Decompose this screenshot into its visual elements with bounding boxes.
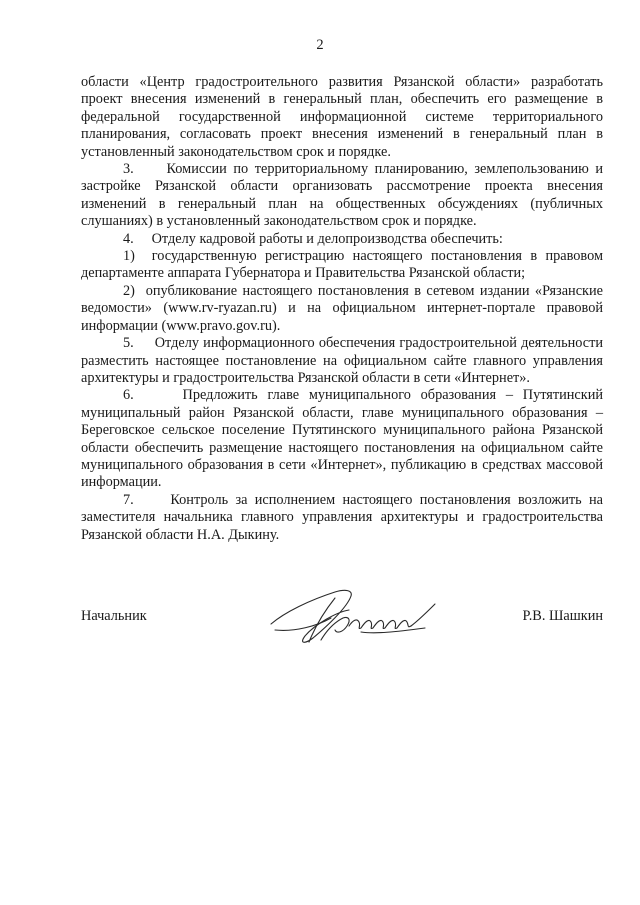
paragraph-item-5: 5. Отделу информационного обеспечения градостроительной деятельности разместить настоящее постановление на официальном сайте главного управления архитектуры и градостроительства Рязанской области в сети «Интернет». [81, 335, 603, 386]
document-body [81, 74, 603, 544]
paragraph-item-7: 7. Контроль за исполнением настоящего постановления возложить на заместителя начальника главного управления архитектуры и градостроительства Рязанской области Н.А. Дыкину. [81, 491, 603, 543]
paragraph-item-4: 4. Отделу кадровой работы и делопроизводства обеспечить: [123, 230, 503, 247]
paragraph-item-3: 3. Комиссии по территориальному планированию, землепользованию и застройке Рязанской области организовать рассмотрение проекта внесения изменений в генеральный план на общественных обсуждениях (публичных слушаниях) в установленный законодательством срок и порядке. [81, 161, 603, 230]
signature-block [81, 608, 603, 630]
paragraph-subitem-2: 2) опубликование настоящего постановления в сетевом издании «Рязанские ведомости» (www.rv-ryazan.ru) и на официальном интернет-портале правовой информации (www.pravo.gov.ru). [81, 282, 603, 334]
signatory-name: Р.В. Шашкин [522, 608, 603, 624]
page-number: 2 [316, 37, 324, 53]
paragraph-continuation: области «Центр градостроительного развития Рязанской области» разработать проект внесения изменений в генеральный план, обеспечить его размещение в федеральной государственной информационной системе территориального планирования, согласовать проект внесения изменений в генеральный план в установленный законодательством срок и порядке. [81, 74, 603, 160]
paragraph-item-6: 6. Предложить главе муниципального образования – Путятинский муниципальный район Рязанской области, главе муниципального образования – Береговское сельское поселение Путятинского муниципального района Рязанской области обеспечить размещение настоящего постановления на официальном сайте муниципального образования в сети «Интернет», публикацию в средствах массовой информации. [81, 387, 603, 491]
signatory-title: Начальник [81, 608, 147, 624]
paragraph-subitem-1: 1) государственную регистрацию настоящего постановления в правовом департаменте аппарата Губернатора и Правительства Рязанской области; [81, 248, 603, 282]
